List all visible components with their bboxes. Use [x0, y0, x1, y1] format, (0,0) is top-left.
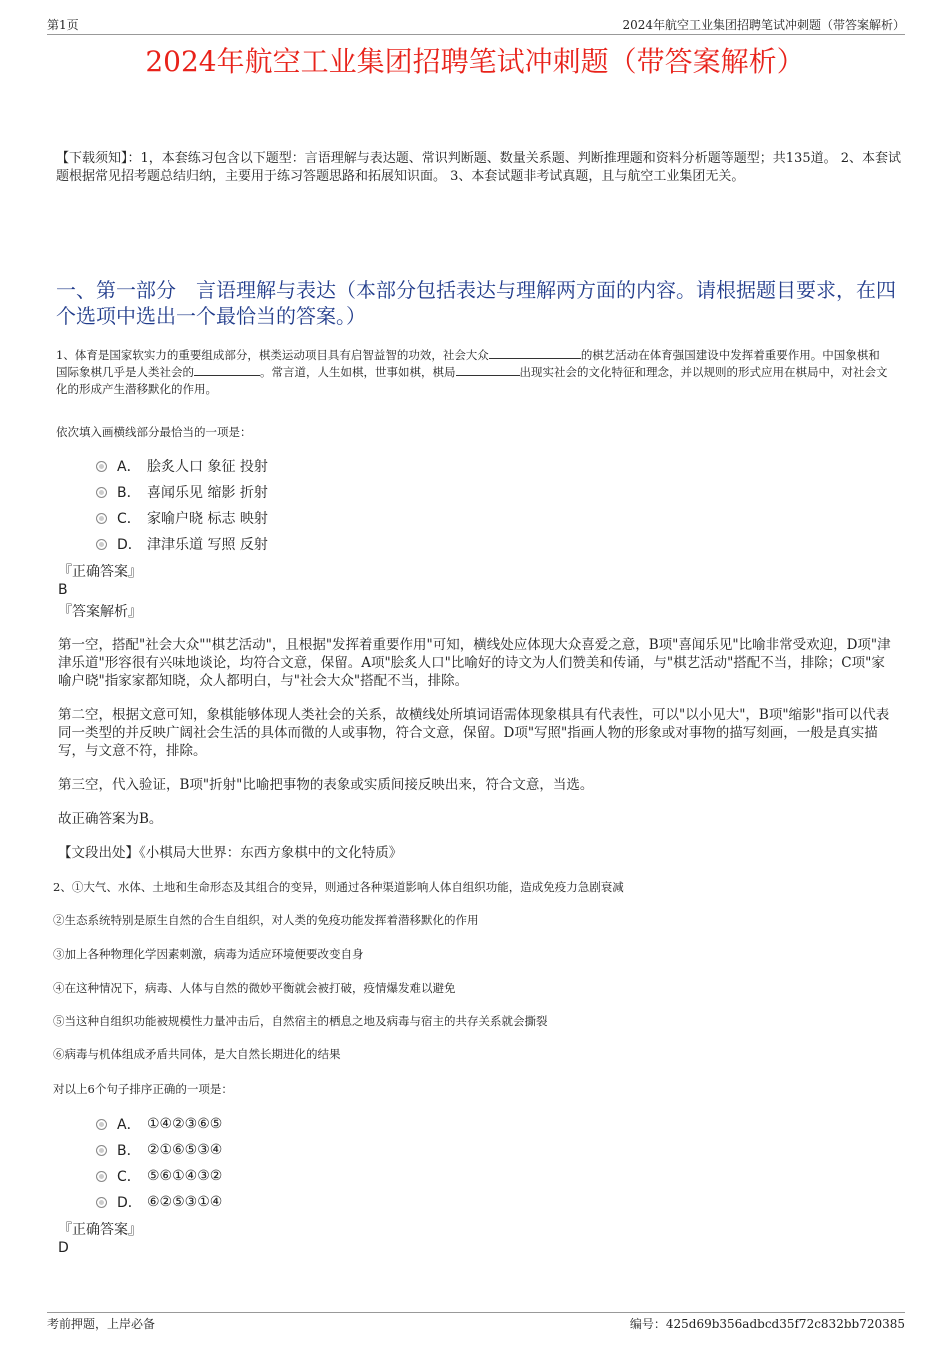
footer-slogan: 考前押题，上岸必备	[47, 1317, 156, 1331]
option-key: A．	[117, 459, 141, 475]
question-2-prompt: 对以上6个句子排序正确的一项是：	[53, 1082, 233, 1096]
option-key: D．	[117, 537, 142, 553]
page-title: 2024年航空工业集团招聘笔试冲刺题（带答案解析）	[145, 45, 805, 78]
option-text: 脍炙人口 象征 投射	[147, 459, 268, 475]
option-text: ⑥②⑤③①④	[147, 1194, 223, 1210]
fill-blank-2	[194, 364, 260, 376]
radio-button[interactable]	[96, 1197, 107, 1208]
radio-button[interactable]	[96, 1145, 107, 1156]
question-2-line-3: ③加上各种物理化学因素刺激，病毒为适应环境便要改变自身	[53, 947, 364, 961]
download-notice: 【下载须知】：1，本套练习包含以下题型：言语理解与表达题、常识判断题、数量关系题、判断推理题和资料分析题等题型；共135道。 2、本套试题根据常见招考题总结归纳，主要用于练习答题思路和拓展知识面。 3、本套试题非考试真题，且与航空工业集团无关。	[56, 151, 901, 184]
option-text: ②①⑥⑤③④	[147, 1142, 223, 1158]
radio-button[interactable]	[96, 1119, 107, 1130]
page-header	[47, 14, 905, 35]
question-2-line-2: ②生态系统特别是原生自然的合生自组织，对人类的免疫功能发挥着潜移默化的作用	[53, 913, 479, 927]
option-a[interactable]	[96, 453, 268, 479]
radio-button[interactable]	[96, 461, 107, 472]
answer-value: D	[58, 1240, 69, 1256]
question-2-line-6: ⑥病毒与机体组成矛盾共同体，是大自然长期进化的结果	[53, 1047, 341, 1061]
question-2-line-4: ④在这种情况下，病毒、人体与自然的微妙平衡就会被打破，疫情爆发难以避免	[53, 981, 456, 995]
header-doc-title: 2024年航空工业集团招聘笔试冲刺题（带答案解析）	[622, 18, 905, 32]
option-d[interactable]	[96, 531, 268, 557]
radio-button[interactable]	[96, 513, 107, 524]
option-d[interactable]	[96, 1189, 222, 1215]
radio-button[interactable]	[96, 539, 107, 550]
question-1	[56, 347, 891, 439]
option-text: ⑤⑥①④③②	[147, 1168, 223, 1184]
option-b[interactable]	[96, 1137, 222, 1163]
option-key: C．	[117, 1169, 141, 1185]
answer-label: 『正确答案』	[58, 564, 142, 580]
option-key: B．	[117, 485, 141, 501]
answer-value: B	[58, 582, 68, 598]
stem-part-c: 。常言道，人生如棋，世事如棋，棋局	[260, 365, 456, 379]
option-key: A．	[117, 1117, 141, 1133]
stem-part-b: 的棋艺活动在体育强国建设中发挥着重要作用。中国象棋和国际象棋几乎是人类社会的	[56, 348, 880, 379]
analysis-paragraph-1: 第一空，搭配"社会大众""棋艺活动"，且根据"发挥着重要作用"可知，横线处应体现大众喜爱之意，B项"喜闻乐见"比喻非常受欢迎，D项"津津乐道"形容很有兴味地谈论，均符合文意，保留。A项"脍炙人口"比喻好的诗文为人们赞美和传诵，与"棋艺活动"搭配不当，排除；C项"家喻户晓"指家家都知晓，众人都明白，与"社会大众"搭配不当，排除。	[58, 637, 891, 689]
question-2-options	[96, 1111, 222, 1215]
option-c[interactable]	[96, 1163, 222, 1189]
question-1-prompt: 依次填入画横线部分最恰当的一项是：	[56, 425, 252, 439]
answer-label: 『正确答案』	[58, 1222, 142, 1238]
stem-part-a: 1、体育是国家软实力的重要组成部分，棋类运动项目具有启智益智的功效，社会大众	[56, 348, 489, 362]
stem-part-d: 出现实社会的文化特征和理念，并以规则的形式应用在棋局中，对社会文化的形成产生潜移默化的作用。	[56, 365, 888, 396]
fill-blank-1	[489, 347, 581, 359]
question-2-line-5: ⑤当这种自组织功能被规模性力量冲击后，自然宿主的栖息之地及病毒与宿主的共存关系就会撕裂	[53, 1014, 548, 1028]
question-1-options	[96, 453, 268, 557]
option-key: B．	[117, 1143, 141, 1159]
analysis-paragraph-3: 第三空，代入验证，B项"折射"比喻把事物的表象或实质间接反映出来，符合文意，当选。	[58, 777, 594, 793]
option-a[interactable]	[96, 1111, 222, 1137]
option-key: C．	[117, 511, 141, 527]
analysis-paragraph-2: 第二空，根据文意可知，象棋能够体现人类社会的关系，故横线处所填词语需体现象棋具有代表性，可以"以小见大"，B项"缩影"指可以代表同一类型的并反映广阔社会生活的具体而微的人或事物，符合文意，保留。D项"写照"指画人物的形象或对事物的描写刻画，一般是真实描写，与文意不符，排除。	[58, 707, 890, 759]
option-text: 津津乐道 写照 反射	[147, 537, 268, 553]
option-text: 喜闻乐见 缩影 折射	[147, 485, 268, 501]
section-heading: 一、第一部分 言语理解与表达（本部分包括表达与理解两方面的内容。请根据题目要求，在四个选项中选出一个最恰当的答案。）	[56, 278, 896, 328]
page-footer	[47, 1312, 905, 1331]
option-key: D．	[117, 1195, 142, 1211]
analysis-label: 『答案解析』	[58, 604, 142, 620]
page-number: 第1页	[47, 18, 79, 32]
question-1-stem	[56, 347, 891, 398]
fill-blank-3	[456, 364, 520, 376]
footer-serial: 编号：425d69b356adbcd35f72c832bb720385	[629, 1317, 905, 1331]
question-2-line-1: 2、①大气、水体、土地和生命形态及其组合的变异，则通过各种渠道影响人体自组织功能，造成免疫力急剧衰减	[53, 880, 624, 894]
analysis-conclusion: 故正确答案为B。	[58, 811, 163, 827]
radio-button[interactable]	[96, 1171, 107, 1182]
option-c[interactable]	[96, 505, 268, 531]
source-citation: 【文段出处】《小棋局大世界：东西方象棋中的文化特质》	[58, 845, 403, 861]
option-text: 家喻户晓 标志 映射	[147, 511, 268, 527]
radio-button[interactable]	[96, 487, 107, 498]
option-b[interactable]	[96, 479, 268, 505]
option-text: ①④②③⑥⑤	[147, 1116, 223, 1132]
